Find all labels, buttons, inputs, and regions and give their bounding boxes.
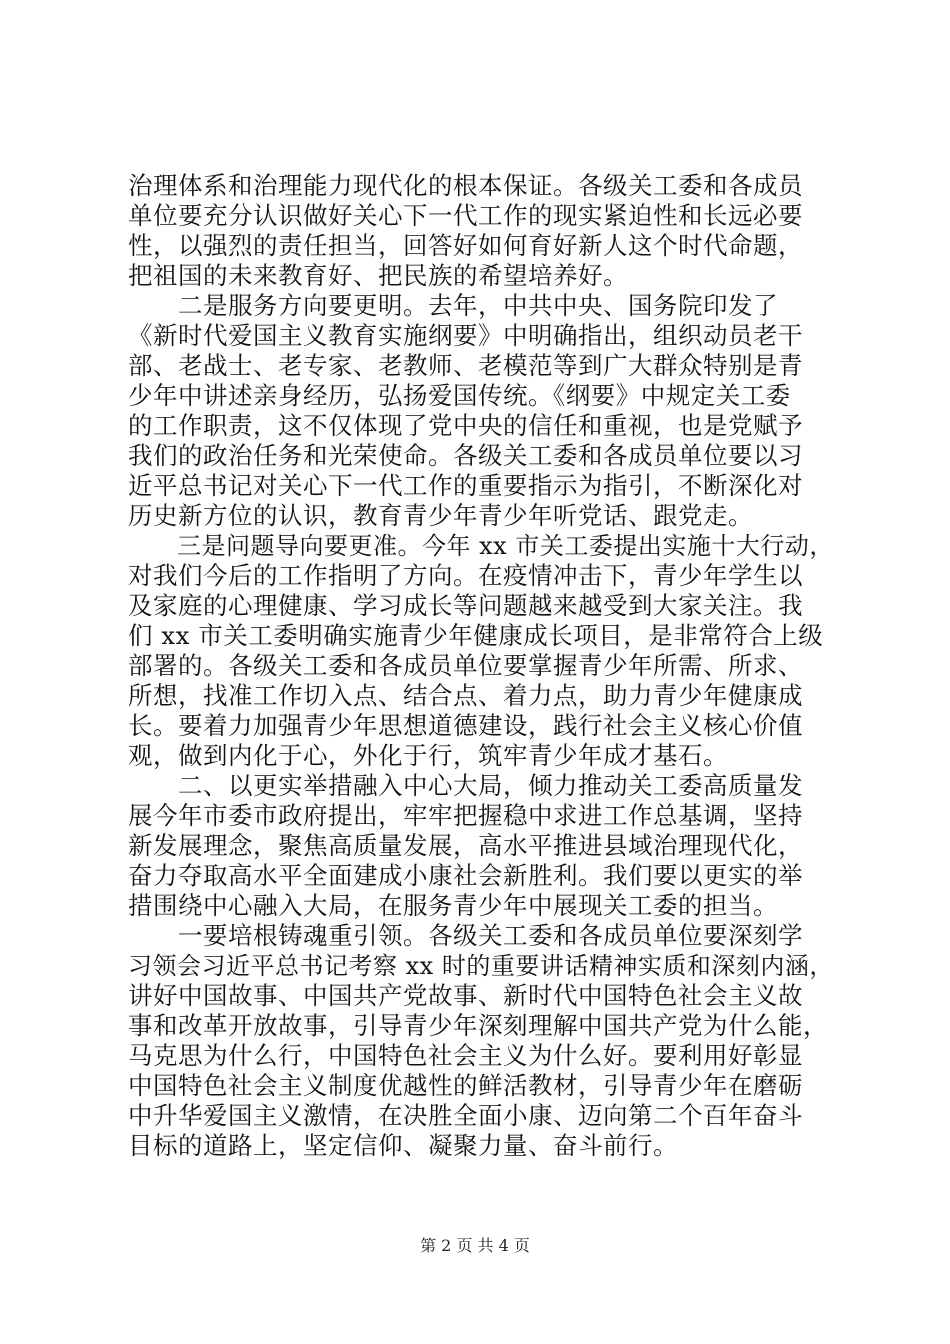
text-line: 少年中讲述亲身经历，弘扬爱国传统。《纲要》中规定关工委 (128, 381, 791, 410)
text-line: 中升华爱国主义激情，在决胜全面小康、迈向第二个百年奋斗 (128, 1101, 803, 1130)
text-line: 措围绕中心融入大局，在服务青少年中展现关工委的担当。 (128, 891, 778, 920)
text-line: 奋力夺取高水平全面建成小康社会新胜利。我们要以更实的举 (128, 861, 803, 890)
text-line: 展今年市委市政府提出，牢牢把握稳中求进工作总基调，坚持 (128, 801, 803, 830)
text-line: 一要培根铸魂重引领。各级关工委和各成员单位要深刻学 (128, 921, 803, 950)
text-line: 及家庭的心理健康、学习成长等问题越来越受到大家关注。我 (128, 591, 803, 620)
text-line: 中国特色社会主义制度优越性的鲜活教材，引导青少年在磨砺 (128, 1071, 803, 1100)
text-line: 把祖国的未来教育好、把民族的希望培养好。 (128, 261, 628, 290)
text-line: 二、以更实举措融入中心大局，倾力推动关工委高质量发 (128, 771, 803, 800)
text-line: 马克思为什么行，中国特色社会主义为什么好。要利用好彰显 (128, 1041, 803, 1070)
text-line: 性，以强烈的责任担当，回答好如何育好新人这个时代命题， (128, 231, 803, 260)
page-footer: 第 2 页 共 4 页 (420, 1236, 530, 1255)
text-line: 部署的。各级关工委和各成员单位要掌握青少年所需、所求、 (128, 651, 803, 680)
text-line: 历史新方位的认识，教育青少年青少年听党话、跟党走。 (128, 501, 753, 530)
text-line: 《新时代爱国主义教育实施纲要》中明确指出，组织动员老干 (128, 321, 803, 350)
text-line: 治理体系和治理能力现代化的根本保证。各级关工委和各成员 (128, 171, 803, 200)
text-line: 近平总书记对关心下一代工作的重要指示为指引，不断深化对 (128, 471, 803, 500)
text-line: 对我们今后的工作指明了方向。在疫情冲击下，青少年学生以 (128, 561, 803, 590)
text-line: 习领会习近平总书记考察 xx 时的重要讲话精神实质和深刻内涵， (128, 952, 834, 980)
text-line: 二是服务方向要更明。去年，中共中央、国务院印发了 (128, 291, 778, 320)
text-line: 三是问题导向要更准。今年 xx 市关工委提出实施十大行动， (128, 532, 834, 560)
text-line: 长。要着力加强青少年思想道德建设，践行社会主义核心价值 (128, 711, 803, 740)
text-line: 讲好中国故事、中国共产党故事、新时代中国特色社会主义故 (128, 981, 803, 1010)
text-line: 所想，找准工作切入点、结合点、着力点，助力青少年健康成 (128, 681, 803, 710)
text-line: 的工作职责，这不仅体现了党中央的信任和重视，也是党赋予 (128, 411, 803, 440)
text-line: 观，做到内化于心，外化于行，筑牢青少年成才基石。 (128, 741, 728, 770)
text-line: 我们的政治任务和光荣使命。各级关工委和各成员单位要以习 (128, 441, 803, 470)
text-line: 目标的道路上，坚定信仰、凝聚力量、奋斗前行。 (128, 1131, 678, 1160)
text-line: 部、老战士、老专家、老教师、老模范等到广大群众特别是青 (128, 351, 803, 380)
text-line: 们 xx 市关工委明确实施青少年健康成长项目，是非常符合上级 (128, 621, 824, 650)
text-line: 新发展理念，聚焦高质量发展，高水平推进县域治理现代化， (128, 831, 803, 860)
body-text (128, 171, 838, 1161)
text-line: 事和改革开放故事，引导青少年深刻理解中国共产党为什么能， (128, 1011, 828, 1040)
text-line: 单位要充分认识做好关心下一代工作的现实紧迫性和长远必要 (128, 201, 803, 230)
